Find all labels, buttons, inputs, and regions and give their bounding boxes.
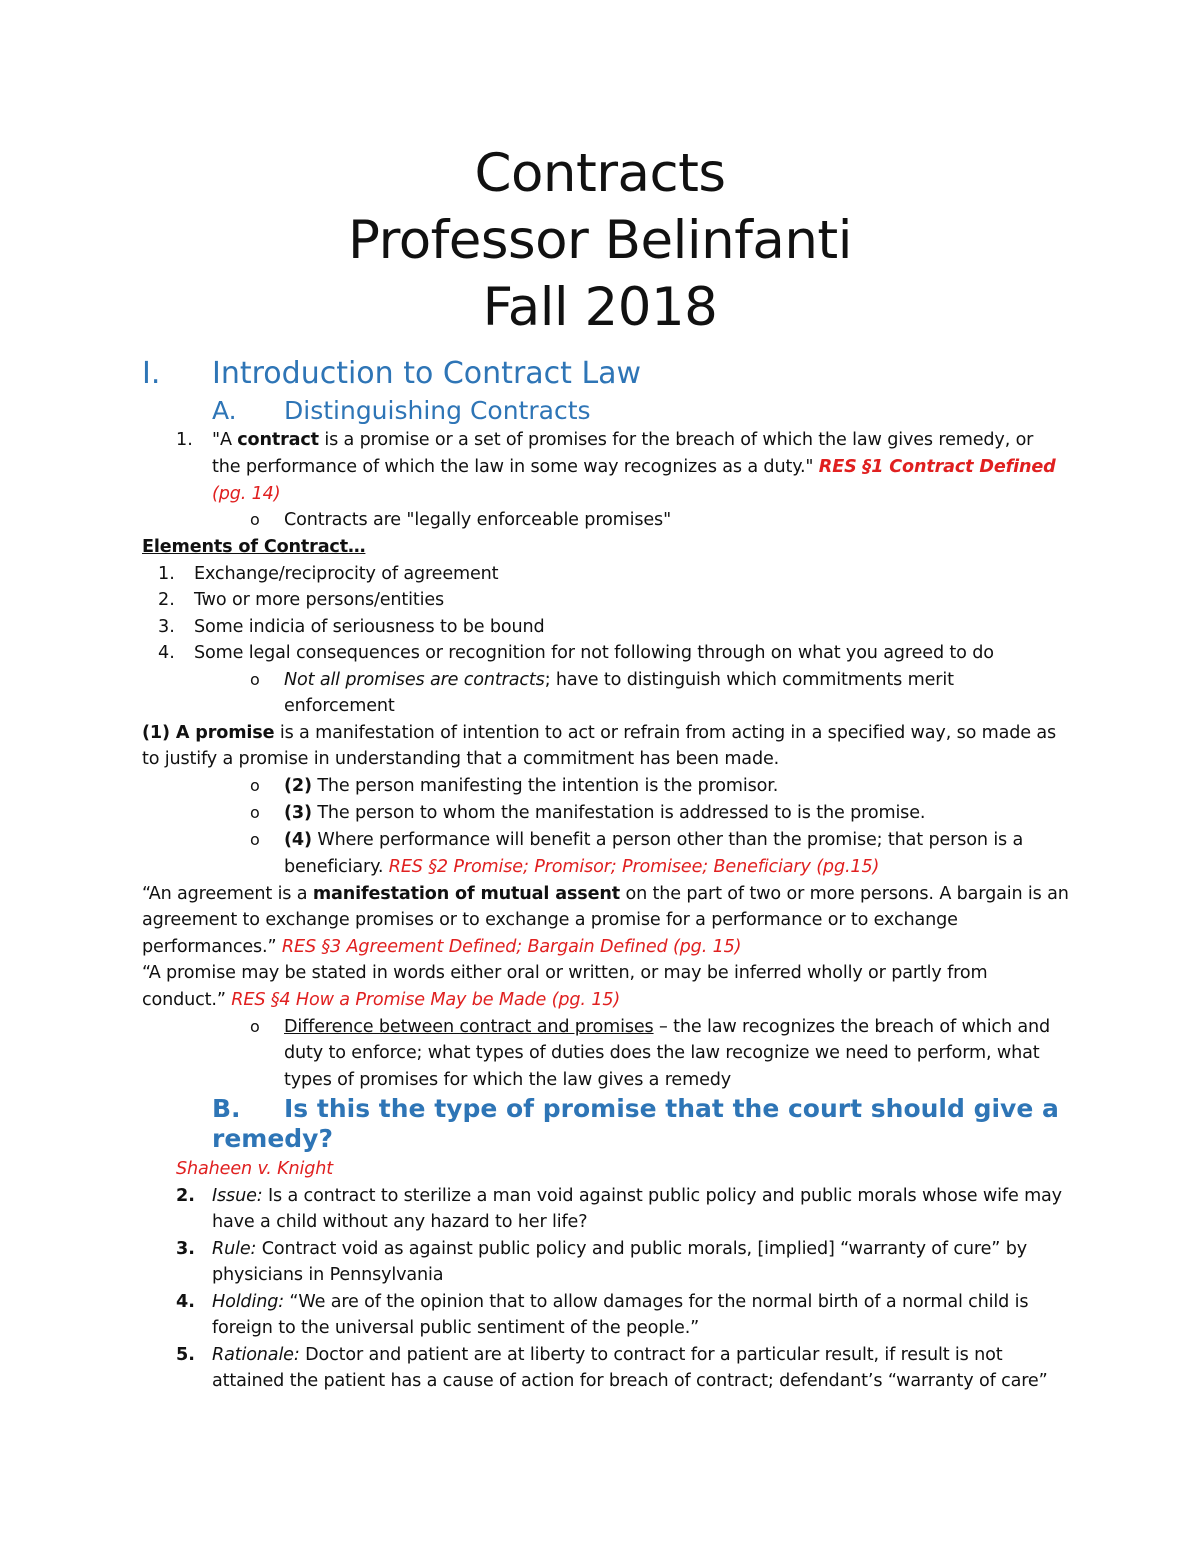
underlined-text: Difference between contract and promises (284, 1017, 654, 1037)
case-item (212, 1342, 1002, 1369)
bold-number: (3) (284, 803, 312, 823)
case-label: Rule: (212, 1239, 257, 1259)
elements-heading: Elements of Contract… (142, 537, 366, 557)
bullet-text (284, 800, 925, 827)
case-item (212, 1289, 1028, 1316)
bold-term: contract (237, 430, 319, 450)
subsection-number: B. (212, 1094, 241, 1123)
paragraph-line: agreement to exchange promises or to exchange a promise for a performance or to exchange (142, 910, 958, 930)
professor-name: Professor Belinfanti (348, 210, 852, 271)
list-number: 4. (176, 1292, 195, 1312)
case-item: have a child without any hazard to her life? (212, 1212, 588, 1232)
list-number: 4. (158, 643, 175, 663)
section-title: Introduction to Contract Law (212, 356, 642, 391)
text: conduct.” (142, 990, 232, 1010)
list-number: 3. (158, 617, 175, 637)
text: The person to whom the manifestation is addressed to is the promise. (311, 803, 926, 823)
bullet-text: enforcement (284, 696, 395, 716)
text: ; have to distinguish which commitments merit (544, 670, 954, 690)
paragraph-line: to justify a promise in understanding that a commitment has been made. (142, 749, 780, 769)
paragraph-line (142, 987, 620, 1014)
title-block (0, 140, 1200, 341)
list-item: Exchange/reciprocity of agreement (194, 564, 499, 584)
restatement-reference: RES §4 How a Promise May be Made (pg. 15) (231, 990, 621, 1010)
case-item (212, 1183, 1062, 1210)
page-reference: (pg. 14) (212, 484, 281, 504)
bullet-icon: o (250, 1017, 260, 1036)
bullet-text (284, 667, 954, 694)
list-number: 2. (158, 590, 175, 610)
course-title: Contracts (474, 143, 726, 204)
bold-number: (1) (142, 723, 176, 743)
text: is a promise or a set of promises for the breach of which the law gives remedy, or (318, 430, 1034, 450)
text: performances.” (142, 937, 282, 957)
text: beneficiary. (284, 857, 389, 877)
bullet-icon: o (250, 830, 260, 849)
bullet-icon: o (250, 670, 260, 689)
list-item: Two or more persons/entities (194, 590, 445, 610)
text: “An agreement is a (142, 884, 313, 904)
text: Is a contract to sterilize a man void against public policy and public morals whose wife may (262, 1186, 1062, 1206)
bullet-text (284, 1014, 1050, 1041)
definition-line (212, 481, 280, 508)
case-item: physicians in Pennsylvania (212, 1265, 444, 1285)
text: is a manifestation of intention to act or refrain from acting in a specified way, so made as (274, 723, 1057, 743)
bullet-text (284, 827, 1023, 854)
case-label: Issue: (212, 1186, 263, 1206)
case-name: Shaheen v. Knight (176, 1159, 334, 1179)
text: on the part of two or more persons. A bargain is an (620, 884, 1069, 904)
definition-line (212, 427, 1033, 454)
case-label: Holding: (212, 1292, 284, 1312)
list-item: Some indicia of seriousness to be bound (194, 617, 545, 637)
bullet-text: types of promises for which the law gives a remedy (284, 1070, 732, 1090)
list-number: 2. (176, 1186, 195, 1206)
bold-term: manifestation of mutual assent (312, 884, 621, 904)
bullet-text: duty to enforce; what types of duties does the law recognize we need to perform, what (284, 1043, 1040, 1063)
text: Contract void as against public policy and public morals, [implied] “warranty of cure” by (256, 1239, 1027, 1259)
bullet-text (284, 773, 778, 800)
bullet-text (284, 854, 879, 881)
list-number: 1. (176, 430, 193, 450)
case-item: attained the patient has a cause of action for breach of contract; defendant’s “warranty of care” (212, 1371, 1048, 1391)
list-number: 1. (158, 564, 175, 584)
italic-text: Not all promises are contracts (284, 670, 545, 690)
bullet-text: Contracts are "legally enforceable promises" (284, 510, 672, 530)
bullet-icon: o (250, 776, 260, 795)
bold-term: A promise (175, 723, 275, 743)
bold-number: (4) (284, 830, 312, 850)
text: the performance of which the law in some way recognizes as a duty." (212, 457, 819, 477)
text: “We are of the opinion that to allow damages for the normal birth of a normal child is (283, 1292, 1029, 1312)
restatement-reference: RES §1 Contract Defined (818, 457, 1056, 477)
bold-number: (2) (284, 776, 312, 796)
text: "A (212, 430, 238, 450)
text: Doctor and patient are at liberty to contract for a particular result, if result is not (299, 1345, 1003, 1365)
case-item: foreign to the universal public sentiment of the people.” (212, 1318, 700, 1338)
list-number: 5. (176, 1345, 195, 1365)
paragraph-line: “A promise may be stated in words either oral or written, or may be inferred wholly or partly from (142, 963, 988, 983)
definition-line (212, 454, 1056, 481)
case-label: Rationale: (212, 1345, 300, 1365)
subsection-title: Is this the type of promise that the court should give a (284, 1094, 1059, 1123)
subsection-title: Distinguishing Contracts (284, 396, 591, 425)
text: Where performance will benefit a person other than the promise; that person is a (311, 830, 1024, 850)
case-item (212, 1236, 1027, 1263)
list-item: Some legal consequences or recognition for not following through on what you agreed to do (194, 643, 994, 663)
subsection-title-cont: remedy? (212, 1124, 333, 1153)
bullet-icon: o (250, 803, 260, 822)
section-number: I. (142, 356, 161, 391)
paragraph-line (142, 934, 741, 961)
paragraph-line (142, 881, 1069, 908)
restatement-reference: RES §2 Promise; Promisor; Promisee; Beneficiary (pg.15) (388, 857, 880, 877)
text: The person manifesting the intention is the promisor. (311, 776, 779, 796)
restatement-reference: RES §3 Agreement Defined; Bargain Defined (pg. 15) (281, 937, 742, 957)
bullet-icon: o (250, 510, 260, 529)
term: Fall 2018 (482, 277, 718, 338)
paragraph-line (142, 720, 1056, 747)
text: – the law recognizes the breach of which and (653, 1017, 1051, 1037)
subsection-number: A. (212, 396, 237, 425)
list-number: 3. (176, 1239, 195, 1259)
